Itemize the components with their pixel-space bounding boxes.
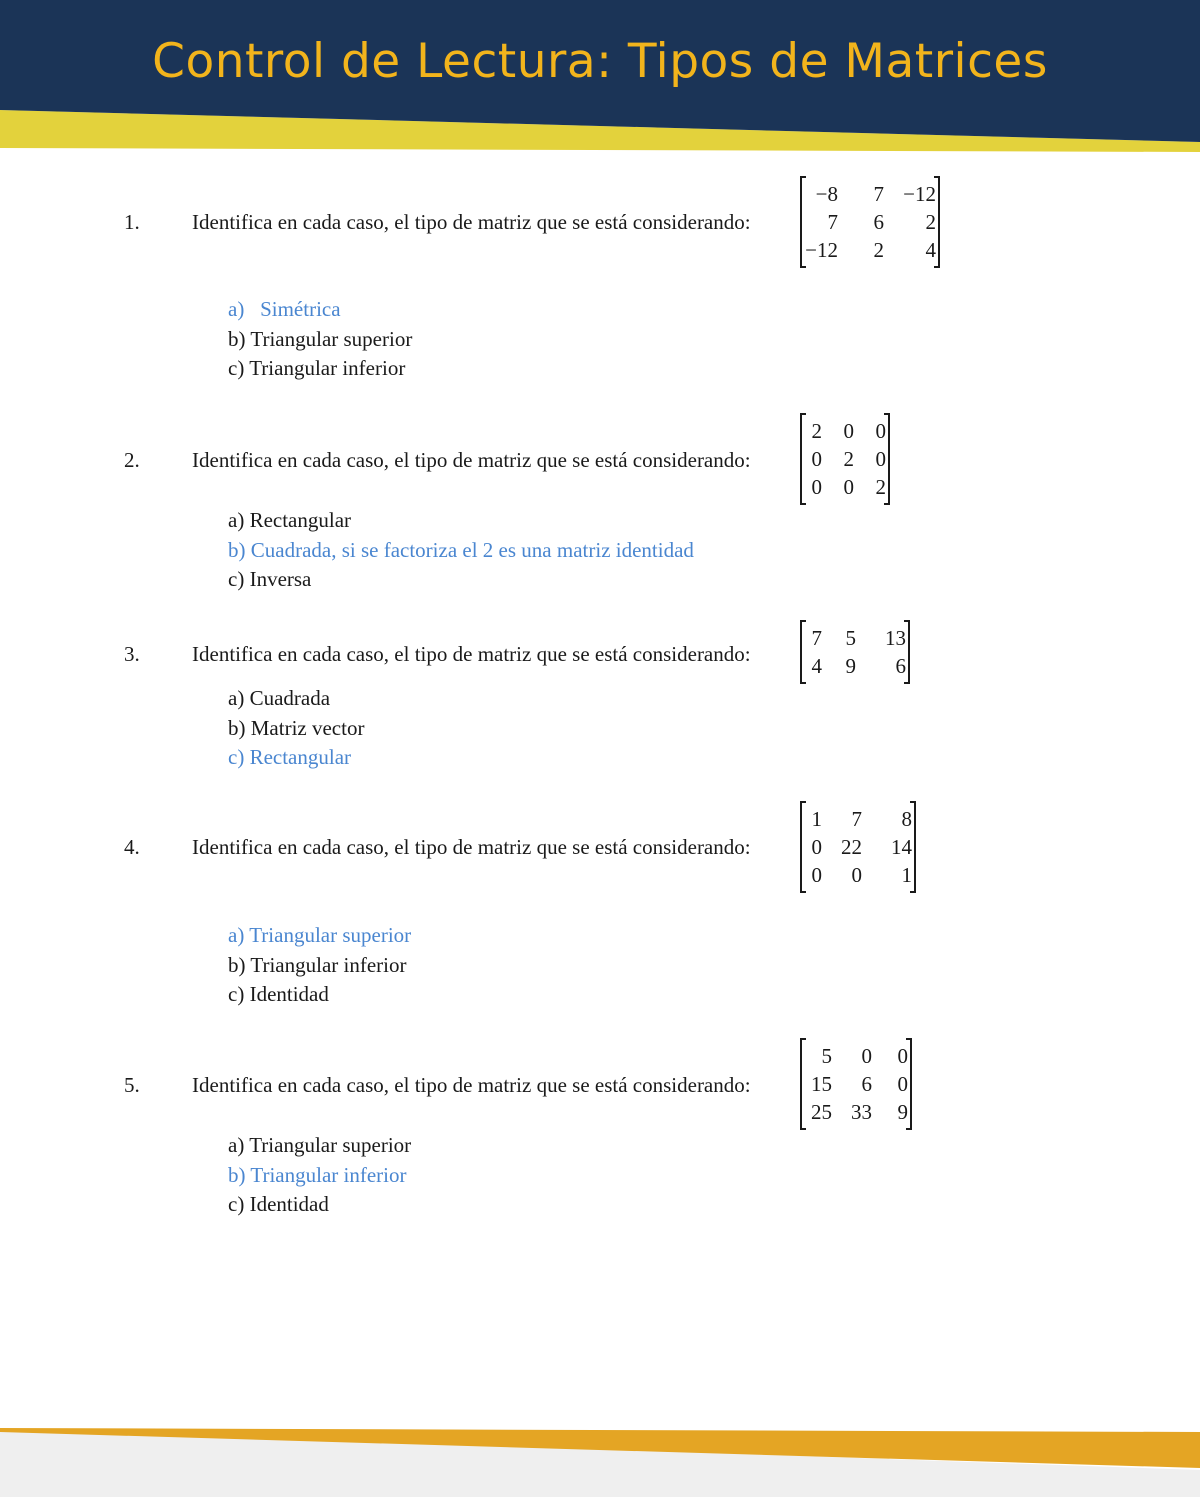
- option-label: a): [228, 297, 245, 321]
- option-text: Triangular superior: [250, 326, 413, 351]
- matrix-cell: 7: [811, 626, 822, 650]
- matrix-cell: 0: [811, 835, 822, 859]
- option-item: [228, 921, 411, 951]
- option-text: Simétrica: [260, 297, 341, 321]
- option-item: [228, 1161, 411, 1191]
- question-number: 1.: [124, 210, 140, 234]
- matrix-cell: 0: [843, 419, 854, 443]
- option-text: Cuadrada, si se factoriza el 2 es una matriz identidad: [250, 537, 694, 562]
- option-item: [228, 714, 364, 744]
- question-number: 3.: [124, 642, 140, 666]
- options-list: [228, 295, 412, 384]
- matrix-cell: 0: [897, 1044, 908, 1068]
- matrix-cell: 6: [873, 210, 884, 234]
- option-item: [228, 743, 364, 773]
- option-item: [228, 1131, 411, 1161]
- option-text: Triangular superior: [249, 923, 412, 947]
- matrix-cell: 0: [875, 419, 886, 443]
- question-prompt: Identifica en cada caso, el tipo de matriz que se está considerando:: [192, 835, 751, 859]
- option-text: Matriz vector: [250, 715, 365, 740]
- matrix-cell: 0: [811, 447, 822, 471]
- matrix-cell: −8: [815, 182, 838, 206]
- matrix-cell: 4: [925, 238, 936, 262]
- matrix-cell: 2: [925, 210, 936, 234]
- matrix-cell: 6: [861, 1072, 872, 1096]
- option-item: [228, 506, 694, 536]
- option-label: a): [228, 1133, 245, 1157]
- option-item: [228, 536, 694, 566]
- option-label: b): [228, 715, 246, 740]
- matrix-cell: 9: [845, 654, 856, 678]
- matrix-cell: 7: [873, 182, 884, 206]
- option-item: [228, 684, 364, 714]
- option-item: [228, 295, 412, 325]
- option-text: Cuadrada: [249, 686, 331, 710]
- option-label: c): [228, 745, 245, 769]
- matrix-cell: 0: [897, 1072, 908, 1096]
- matrix: [804, 180, 936, 264]
- matrix-cell: 15: [811, 1072, 832, 1096]
- option-text: Triangular inferior: [249, 356, 406, 380]
- option-item: [228, 951, 411, 981]
- matrix-cell: 2: [811, 419, 822, 443]
- matrix-cell: 7: [827, 210, 838, 234]
- matrix-cell: −12: [903, 182, 936, 206]
- matrix: [804, 417, 886, 501]
- option-item: [228, 980, 411, 1010]
- option-text: Triangular inferior: [250, 952, 407, 977]
- matrix-cell: 1: [901, 863, 912, 887]
- option-label: b): [228, 952, 246, 977]
- option-text: Inversa: [249, 567, 312, 591]
- matrix-cell: 0: [851, 863, 862, 887]
- question-prompt: Identifica en cada caso, el tipo de matriz que se está considerando:: [192, 210, 751, 234]
- matrix-cell: 5: [821, 1044, 832, 1068]
- option-label: b): [228, 326, 246, 351]
- matrix-cell: 14: [891, 835, 912, 859]
- matrix-cell: 13: [885, 626, 906, 650]
- options-list: [228, 1131, 411, 1220]
- option-label: c): [228, 567, 245, 591]
- option-item: [228, 325, 412, 355]
- option-item: [228, 354, 412, 384]
- matrix-cell: 0: [811, 863, 822, 887]
- option-text: Rectangular: [249, 745, 352, 769]
- question-prompt: Identifica en cada caso, el tipo de matriz que se está considerando:: [192, 1073, 751, 1097]
- matrix-cell: −12: [805, 238, 838, 262]
- question-prompt: Identifica en cada caso, el tipo de matriz que se está considerando:: [192, 642, 751, 666]
- page-title: Control de Lectura: Tipos de Matrices: [152, 34, 1048, 89]
- option-item: [228, 1190, 411, 1220]
- options-list: [228, 684, 364, 773]
- option-label: c): [228, 1192, 245, 1216]
- question-number: 4.: [124, 835, 140, 859]
- question-number: 5.: [124, 1073, 140, 1097]
- matrix-cell: 4: [811, 654, 822, 678]
- matrix: [804, 624, 906, 680]
- matrix: [804, 805, 912, 889]
- option-label: a): [228, 508, 245, 532]
- matrix-cell: 9: [897, 1100, 908, 1124]
- question-prompt: Identifica en cada caso, el tipo de matriz que se está considerando:: [192, 448, 751, 472]
- matrix: [804, 1042, 908, 1126]
- option-label: b): [228, 1162, 246, 1187]
- matrix-cell: 25: [811, 1100, 832, 1124]
- option-text: Rectangular: [249, 508, 352, 532]
- option-text: Identidad: [249, 982, 329, 1006]
- option-label: c): [228, 982, 245, 1006]
- matrix-cell: 33: [851, 1100, 872, 1124]
- matrix-cell: 2: [873, 238, 884, 262]
- question-number: 2.: [124, 448, 140, 472]
- matrix-cell: 0: [861, 1044, 872, 1068]
- matrix-cell: 22: [841, 835, 862, 859]
- option-text: Identidad: [249, 1192, 329, 1216]
- matrix-cell: 1: [811, 807, 822, 831]
- matrix-cell: 6: [895, 654, 906, 678]
- option-label: a): [228, 923, 245, 947]
- option-text: Triangular inferior: [250, 1162, 407, 1187]
- option-label: c): [228, 356, 245, 380]
- matrix-cell: 7: [851, 807, 862, 831]
- options-list: [228, 921, 411, 1010]
- option-label: b): [228, 537, 246, 562]
- matrix-cell: 0: [875, 447, 886, 471]
- matrix-cell: 2: [875, 475, 886, 499]
- option-item: [228, 565, 694, 595]
- option-label: a): [228, 686, 245, 710]
- matrix-cell: 2: [843, 447, 854, 471]
- option-text: Triangular superior: [249, 1133, 412, 1157]
- footer-band: [0, 1420, 1200, 1497]
- matrix-cell: 8: [901, 807, 912, 831]
- options-list: [228, 506, 694, 595]
- matrix-cell: 0: [843, 475, 854, 499]
- matrix-cell: 0: [811, 475, 822, 499]
- matrix-cell: 5: [845, 626, 856, 650]
